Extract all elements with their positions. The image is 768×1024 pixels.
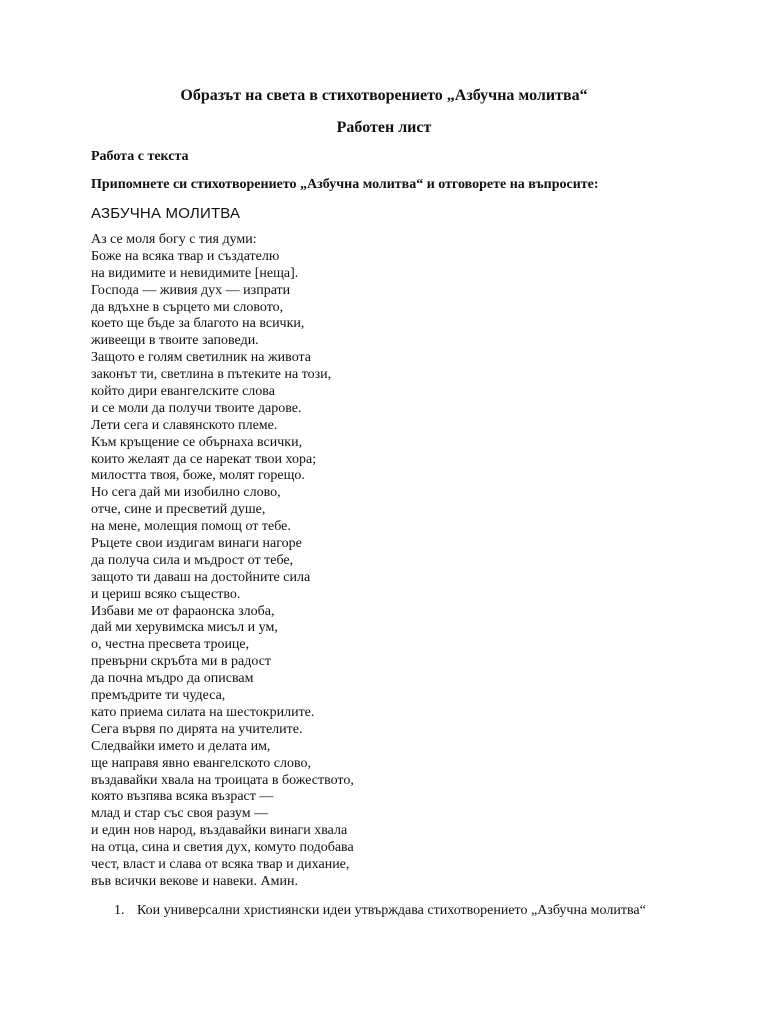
poem-line: да вдъхне в сърцето ми словото, [91,299,284,315]
poem-line: на видимите и невидимите [неща]. [91,265,299,281]
poem-line: и един нов народ, въздавайки винаги хвала [91,823,348,839]
poem-line: ще направя явно евангелското слово, [91,755,312,771]
poem-line: живеещи в твоите заповеди. [91,333,259,349]
poem-line: премъдрите ти чудеса, [91,688,226,704]
poem-line: които желаят да се нарекат твои хора; [91,451,317,467]
poem-line: Но сега дай ми изобилно слово, [91,485,281,501]
question-number: 1. [114,903,125,918]
poem-title: АЗБУЧНА МОЛИТВА [91,205,241,222]
instruction-text: Припомнете си стихотворението „Азбучна молитва“ и отговорете на въпросите: [91,177,599,192]
poem-line: във всички векове и навеки. Амин. [91,873,298,889]
poem-line: Сега вървя по дирята на учителите. [91,721,303,737]
poem-line: дай ми херувимска мисъл и ум, [91,620,278,636]
poem-line: законът ти, светлина в пътеките на този, [91,367,332,383]
poem-line: да получа сила и мъдрост от тебе, [91,552,294,568]
poem-line: да почна мъдро да описвам [91,671,254,687]
poem-line: Следвайки името и делата им, [91,738,271,754]
poem-line: милостта твоя, боже, молят горещо. [91,468,305,484]
poem-line: Боже на всяка твар и създателю [91,248,280,264]
poem-text [91,232,354,891]
poem-line: на отца, сина и светия дух, комуто подобава [91,840,354,856]
question-text: Кои универсални християнски идеи утвърждава стихотворението „Азбучна молитва“ [137,903,646,918]
poem-line: като приема силата на шестокрилите. [91,704,315,720]
document-title: Образът на света в стихотворението „Азбучна молитва“ [180,87,588,104]
poem-line: Аз се моля богу с тия думи: [91,232,257,247]
poem-line: превърни скръбта ми в радост [91,654,272,670]
document-subtitle: Работен лист [336,119,432,136]
poem-line: млад и стар със своя разум — [91,806,269,822]
poem-line: въздавайки хвала на троицата в божеството, [91,772,354,788]
poem-line: и цериш всяко същество. [91,586,241,602]
poem-line: Защото е голям светилник на живота [91,350,312,366]
poem-line: което ще бъде за благото на всички, [91,316,305,332]
poem-line: Господа — живия дух — изпрати [91,282,291,298]
poem-line: чест, власт и слава от всяка твар и дихание, [91,856,350,872]
question-list [91,902,651,920]
section-heading: Работа с текста [91,149,189,164]
poem-line: и се моли да получи твоите дарове. [91,400,302,416]
poem-line: Лети сега и славянското племе. [91,417,278,433]
poem-line: на мене, молещия помощ от тебе. [91,519,291,535]
poem-line: Ръцете свои издигам винаги нагоре [91,536,302,552]
question-item [91,902,651,920]
poem-line: която възпява всяка възраст — [91,789,274,805]
poem-line: Избави ме от фараонска злоба, [91,603,275,619]
poem-line: Към кръщение се обърнаха всички, [91,434,303,450]
poem-line: отче, сине и пресветий душе, [91,502,266,518]
poem-line: защото ти даваш на достойните сила [91,569,311,585]
poem-line: о, честна пресвета троице, [91,637,250,653]
poem-line: който дири евангелските слова [91,384,275,400]
